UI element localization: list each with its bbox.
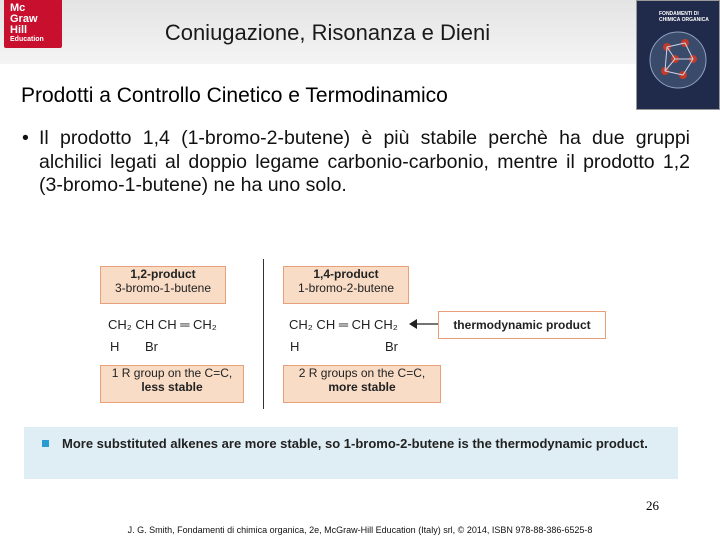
logo-line: Graw xyxy=(10,13,38,25)
right-structure-h: H xyxy=(290,339,300,354)
slide-subtitle: Prodotti a Controllo Cinetico e Termodinamico xyxy=(21,84,448,107)
right-stability-line1: 2 R groups on the C=C, xyxy=(298,366,426,380)
bullet-point xyxy=(22,127,690,198)
bullet-text: Il prodotto 1,4 (1-bromo-2-butene) è più stabile perchè ha due gruppi alchilici legati al doppio legame carbonio-carbonio, mentre il prodotto 1,2 (3-bromo-1-butene) ne ha uno solo. xyxy=(39,127,690,196)
logo-line: Hill xyxy=(10,24,28,36)
logo-line: Education xyxy=(10,36,44,43)
summary-note xyxy=(24,427,678,479)
book-title: FONDAMENTI DI CHIMICA ORGANICA xyxy=(659,11,709,23)
slide-title: Coniugazione, Risonanza e Dieni xyxy=(164,20,491,45)
right-product-name: 1-bromo-2-butene xyxy=(297,281,395,295)
left-stability-line2: less stable xyxy=(141,380,203,394)
book-cover-image xyxy=(636,0,720,110)
fullerene-image xyxy=(647,29,709,91)
divider-line xyxy=(263,259,264,409)
left-structure-br: Br xyxy=(145,339,158,354)
reaction-figure xyxy=(24,255,678,485)
left-product-name: 3-bromo-1-butene xyxy=(114,281,212,295)
thermodynamic-product-label: thermodynamic product xyxy=(438,311,606,339)
summary-note-text: More substituted alkenes are more stable, so 1-bromo-2-butene is the thermodynamic product. xyxy=(62,436,648,451)
left-structure-formula: CH₂ CH CH ═ CH₂ xyxy=(108,317,217,332)
left-product-title: 1,2-product xyxy=(130,267,196,281)
right-stability-line2: more stable xyxy=(328,380,396,394)
citation-footer: J. G. Smith, Fondamenti di chimica organica, 2e, McGraw-Hill Education (Italy) srl, © 2014, ISBN 978-88-386-6525-8 xyxy=(127,525,593,535)
note-bullet-icon xyxy=(42,440,49,447)
right-structure-formula: CH₂ CH ═ CH CH₂ xyxy=(289,317,398,332)
left-stability-line1: 1 R group on the C=C, xyxy=(111,366,233,380)
right-stability-box xyxy=(283,365,441,403)
bullet-mark: • xyxy=(22,127,29,149)
left-product-box xyxy=(100,266,226,304)
right-product-title: 1,4-product xyxy=(313,267,379,281)
left-stability-box xyxy=(100,365,244,403)
right-structure-br: Br xyxy=(385,339,398,354)
page-number: 26 xyxy=(646,498,659,513)
logo-line: Mc xyxy=(10,2,26,14)
right-product-box xyxy=(283,266,409,304)
left-structure-h: H xyxy=(110,339,120,354)
arrow-icon xyxy=(408,317,440,331)
